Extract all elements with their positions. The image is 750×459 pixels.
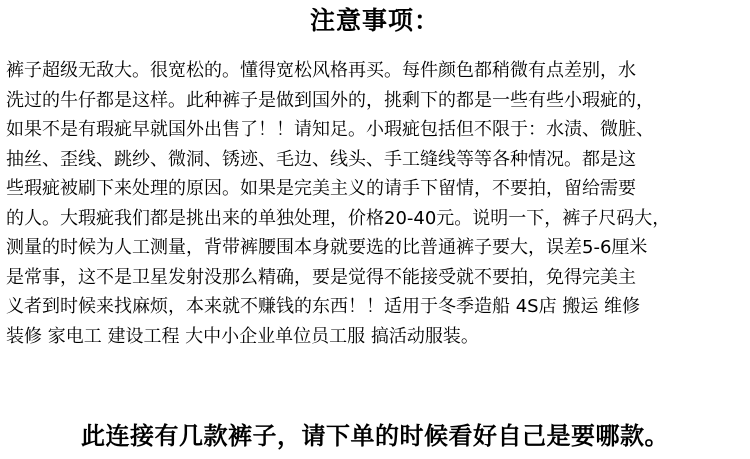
notice-title: 注意事项： (309, 6, 440, 35)
notice-line: 些瑕疵被刷下来处理的原因。如果是完美主义的请手下留情，不要拍，留给需要 (6, 178, 636, 199)
notice-line: 测量的时候为人工测量，背带裤腰围本身就要选的比普通裤子要大，误差5-6厘米 (6, 237, 648, 258)
notice-line: 装修 家电工 建设工程 大中小企业单位员工服 搞活动服装。 (6, 325, 479, 347)
notice-line: 是常事，这不是卫星发射没那么精确，要是觉得不能接受就不要拍，免得完美主 (6, 266, 636, 288)
notice-line: 义者到时候来找麻烦，本来就不赚钱的东西！！适用于冬季造船 4S店 搬运 维修 (6, 296, 641, 317)
notice-line: 的人。大瑕疵我们都是挑出来的单独处理，价格20-40元。说明一下，裤子尺码大， (6, 207, 671, 229)
notice-line: 如果不是有瑕疵早就国外出售了！！请知足。小瑕疵包括但不限于：水渍、微脏、 (6, 119, 654, 140)
notice-line: 抽丝、歪线、跳纱、微洞、锈迹、毛边、线头、手工缝线等等各种情况。都是这 (6, 148, 636, 170)
notice-line: 洗过的牛仔都是这样。此种裤子是做到国外的，挑剩下的都是一些有些小瑕疵的， (6, 89, 654, 111)
notice-footer: 此连接有几款裤子，请下单的时候看好自己是要哪款。 (81, 422, 669, 450)
notice-line: 裤子超级无敌大。很宽松的。懂得宽松风格再买。每件颜色都稍微有点差别，水 (6, 60, 636, 81)
notice-body (6, 56, 748, 351)
